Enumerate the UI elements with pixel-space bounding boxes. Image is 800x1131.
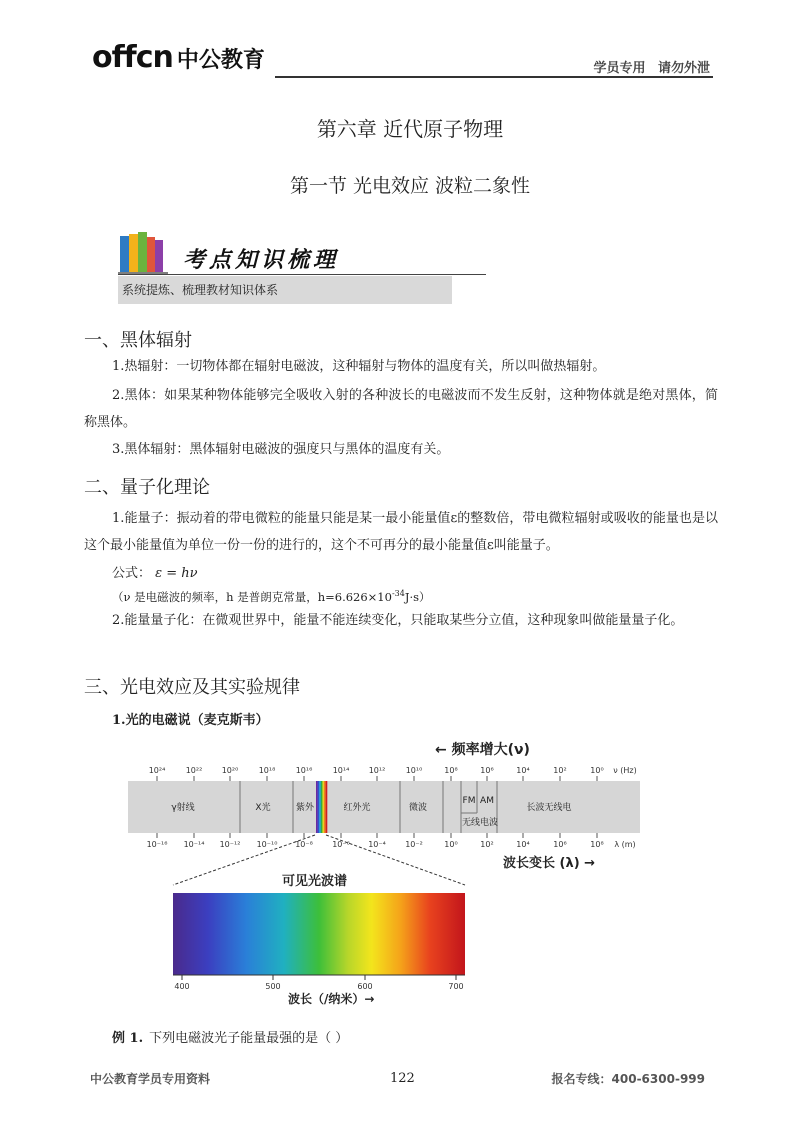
knowledge-title: 考点知识梳理 [183,247,340,273]
wavelength-tick-label: 10² [480,840,494,849]
frequency-tick-label: 10²² [185,766,203,775]
frequency-tick-label: 10² [553,766,567,775]
frequency-tick-label: 10⁶ [480,766,494,775]
frequency-direction-label: ← 频率增大(ν) [435,742,530,758]
wavelength-tick-label: 10⁰ [444,840,458,849]
wavelength-tick-label: 10⁶ [553,840,567,849]
band-label: 无线电波 [461,818,499,828]
books-icon [118,228,170,274]
wavelength-tick-label: 10⁻⁶ [332,840,350,849]
para-energy-quantum: 1.能量子：振动着的带电微粒的能量只能是某一最小能量值ε的整数倍，带电微粒辐射或吸收的能量也是以这个最小能量值为单位一份一份的进行的，这个不可再分的最小能量值ε叫能量子。 [84,511,718,553]
visible-band-stripe [326,781,328,833]
band-label: 长波无线电 [526,803,572,813]
frequency-tick-label: 10²⁴ [148,766,166,775]
page-number: 122 [390,1071,415,1086]
offcn-logo [92,40,265,75]
section-title: 第一节 光电效应 波粒二象性 [289,175,531,197]
header-note-a: 学员专用 [593,61,646,76]
wavelength-tick-label: 10⁻¹⁶ [146,840,168,849]
wavelength-tick-label: 10⁻¹⁴ [183,840,205,849]
para-quantization: 2.能量量子化：在微观世界中，能量不能连续变化，只能取某些分立值，这种现象叫做能量量子化。 [112,613,684,628]
frequency-tick-label: 10¹⁴ [332,766,350,775]
note-post: J·s） [404,590,431,604]
para-thermal-radiation: 1.热辐射：一切物体都在辐射电磁波，这种辐射与物体的温度有关，所以叫做热辐射。 [112,359,606,374]
visible-band-stripe [322,781,324,833]
band-label: AM [480,796,494,806]
heading-quantum: 二、量子化理论 [84,477,210,498]
header-note [593,57,710,76]
band-label: FM [462,796,476,806]
heading-photoelectric: 三、光电效应及其实验规律 [84,677,300,698]
wavelength-tick-label: 10⁻¹⁰ [256,840,278,849]
visible-spectrum-gradient [173,893,465,975]
para-blackbody-radiation: 3.黑体辐射：黑体辐射电磁波的强度只与黑体的温度有关。 [112,442,450,457]
knowledge-rule [118,274,486,275]
visible-band-stripe [318,781,320,833]
formula-note [112,589,431,605]
example-1 [112,1027,348,1046]
frequency-tick-label: 10¹² [368,766,386,775]
knowledge-subtitle: 系统提炼、梳理教材知识体系 [118,276,452,304]
visible-tick-label: 600 [357,982,373,991]
band-label: X光 [255,803,271,813]
wavelength-tick-label: 10⁻⁴ [368,840,386,849]
para-blackbody: 2.黑体：如果某种物体能够完全吸收入射的各种波长的电磁波而不发生反射，这种物体就是绝对黑体，简称黑体。 [84,388,718,430]
footer-hotline: 报名专线：400-6300-999 [551,1072,705,1086]
band-label: γ射线 [171,803,195,813]
frequency-tick-label: ν (Hz) [613,766,637,775]
visible-ticks [174,975,463,991]
heading-blackbody: 一、黑体辐射 [84,330,192,351]
band-label: 紫外 [295,803,315,813]
wavelength-tick-label: 10⁻⁸ [295,840,313,849]
wavelength-tick-label: 10⁸ [590,840,604,849]
visible-band-marker [316,781,327,833]
wavelength-tick-label: 10⁻² [405,840,423,849]
frequency-tick-label: 10⁰ [590,766,604,775]
visible-tick-label: 400 [174,982,190,991]
logo-cn-text: 中公教育 [176,48,265,73]
footer-left: 中公教育学员专用资料 [90,1072,211,1086]
wavelength-direction-label: 波长变长 (λ) → [503,856,596,871]
formula-label: 公式： [112,566,152,581]
wavelength-tick-label: λ (m) [614,840,636,849]
subheading-em-theory: 1.光的电磁说（麦克斯韦） [112,713,269,728]
wavelength-tick-label: 10⁴ [516,840,530,849]
chapter-title: 第六章 近代原子物理 [316,117,504,141]
wavelength-tick-label: 10⁻¹² [219,840,241,849]
visible-band-stripe [321,781,323,833]
frequency-ticks [149,766,637,781]
wavelength-ticks [147,833,636,849]
frequency-tick-label: 10²⁰ [221,766,239,775]
visible-band-stripe [316,781,318,833]
frequency-tick-label: 10⁴ [516,766,530,775]
band-label: 微波 [408,803,428,813]
example-label: 例 1. [112,1031,144,1046]
header-note-b: 请勿外泄 [657,61,710,76]
logo-latin-text: offcn [92,40,173,75]
note-pre: （ν 是电磁波的频率，h 是普朗克常量，h=6.626×10 [112,590,392,604]
visible-tick-label: 700 [448,982,464,991]
visible-axis-label: 波长（/纳米）→ [288,992,375,1006]
frequency-tick-label: 10¹⁶ [295,766,313,775]
formula: ε = hν [155,566,198,581]
visible-band-stripe [319,781,321,833]
example-text: 下列电磁波光子能量最强的是（ ） [149,1031,349,1046]
note-exp: -34 [391,589,405,599]
formula-line [112,562,198,581]
frequency-tick-label: 10⁸ [444,766,458,775]
em-spectrum-figure [125,735,645,1010]
visible-band-stripe [324,781,326,833]
frequency-tick-label: 10¹⁰ [405,766,423,775]
visible-tick-label: 500 [265,982,281,991]
band-label: 红外光 [343,803,371,813]
frequency-tick-label: 10¹⁸ [258,766,276,775]
header-rule [275,76,713,78]
visible-spectrum-title: 可见光波谱 [282,874,348,889]
